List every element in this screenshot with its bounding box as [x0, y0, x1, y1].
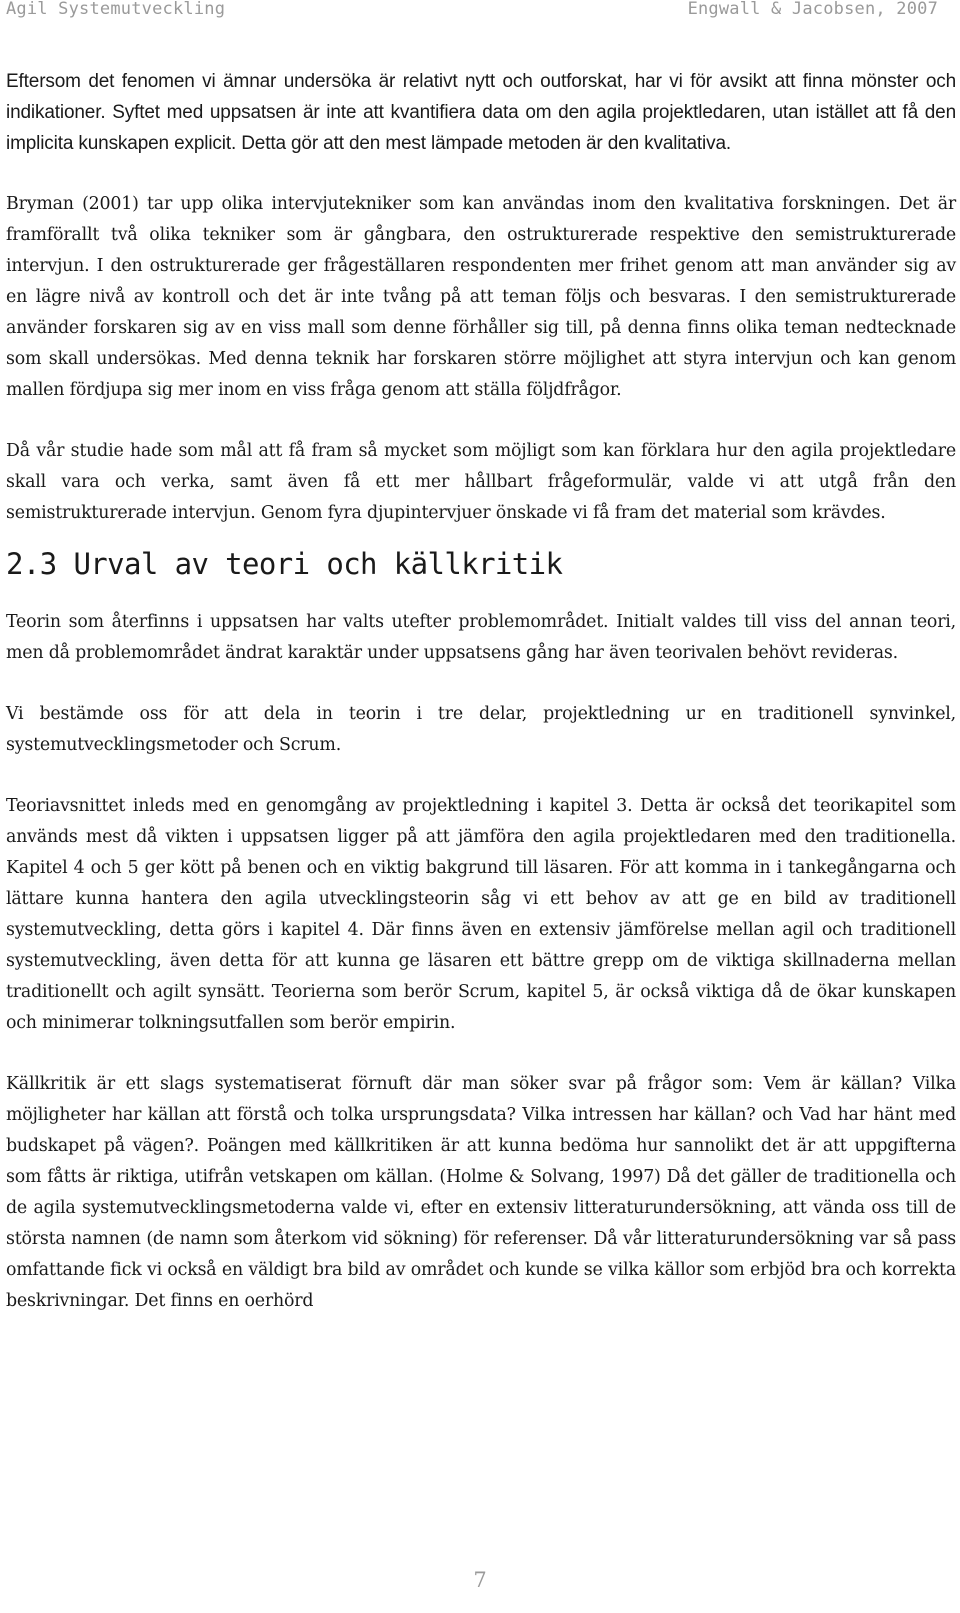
section-heading: 2.3 Urval av teori och källkritik	[6, 547, 563, 581]
paragraph-theory-chapters: Teoriavsnittet inleds med en genomgång av projektledning i kapitel 3. Detta är också det teorikapitel som används mest då vikten i uppsatsen ligger på att jämföra den agila projektledaren med den traditionella. Kapitel 4 och 5 ger kött på benen och en viktig bakgrund till läsaren. För att komma in i tankegångarna och lättare kunna hantera den agila utvecklingsteorin såg vi ett behov av att ge en bild av traditionell systemutveckling, detta görs i kapitel 4. Där finns även en extensiv jämförelse mellan agil och traditionell systemutveckling, även detta för att kunna ge läsaren ett bättre grepp om de viktiga skillnaderna mellan traditionellt och agilt synsätt. Teorierna som berör Scrum, kapitel 5, är också viktiga då de ökar kunskapen och minimerar tolkningsutfallen som berör empirin.	[6, 796, 956, 1033]
header-authors: Engwall & Jacobsen, 2007	[687, 0, 938, 19]
paragraph-method-intro: Eftersom det fenomen vi ämnar undersöka är relativt nytt och outforskat, har vi för avsikt att finna mönster och indikationer. Syftet med uppsatsen är inte att kvantifiera data om den agila projektledaren, utan istället att få den implicita kunskapen explicit. Detta gör att den mest lämpade metoden är den kvalitativa.	[6, 71, 956, 154]
paragraph-source-criticism: Källkritik är ett slags systematiserat förnuft där man söker svar på frågor som: Vem är källan? Vilka möjligheter har källan att förstå och tolka ursprungsdata? Vilka intressen har källan? och Vad har hänt med budskapet på vägen?. Poängen med källkritiken är att kunna bedöma hur sannolikt det är att uppgifterna som fåtts är riktiga, utifrån vetskapen om källan. (Holme & Solvang, 1997) Då det gäller de traditionella och de agila systemutvecklingsmetoderna valde vi, efter en extensiv litteraturundersökning, att vända oss till de största namnen (de namn som återkom vid sökning) för referenser. Då vår litteraturundersökning var så pass omfattande fick vi också en väldigt bra bild av området och kunde se vilka källor som erbjöd bra och korrekta beskrivningar. Det finns en oerhörd	[6, 1074, 956, 1311]
paragraph-theory-selection: Teorin som återfinns i uppsatsen har valts utefter problemområdet. Initialt valdes till viss del annan teori, men då problemområdet ändrat karaktär under uppsatsens gång har även teorivalen behövt revideras.	[6, 612, 956, 663]
document-body	[6, 66, 956, 1317]
page-header	[0, 0, 960, 26]
paragraph-study-choice: Då vår studie hade som mål att få fram så mycket som möjligt som kan förklara hur den agila projektledare skall vara och verka, samt även få ett mer hållbart frågeformulär, valde vi att utgå från den semistrukturerade intervjun. Genom fyra djupintervjuer önskade vi få fram det material som krävdes.	[6, 441, 956, 523]
paragraph-interview-techniques: Bryman (2001) tar upp olika intervjutekniker som kan användas inom den kvalitativa forskningen. Det är framförallt två olika tekniker som är gångbara, den ostrukturerade respektive den semistrukturerade intervjun. I den ostrukturerade ger frågeställaren respondenten mer frihet genom att man använder sig av en lägre nivå av kontroll och det är inte tvång på att teman följs och besvaras. I den semistrukturerade använder forskaren sig av en viss mall som denne förhåller sig till, på denna finns olika teman nedtecknade som skall undersökas. Med denna teknik har forskaren större möjlighet att styra intervjun och kan genom mallen fördjupa sig mer inom en viss fråga genom att ställa följdfrågor.	[6, 194, 956, 400]
page-number: 7	[473, 1568, 487, 1592]
paragraph-theory-division: Vi bestämde oss för att dela in teorin i tre delar, projektledning ur en traditionell synvinkel, systemutvecklingsmetoder och Scrum.	[6, 704, 956, 755]
header-title: Agil Systemutveckling	[6, 0, 226, 19]
